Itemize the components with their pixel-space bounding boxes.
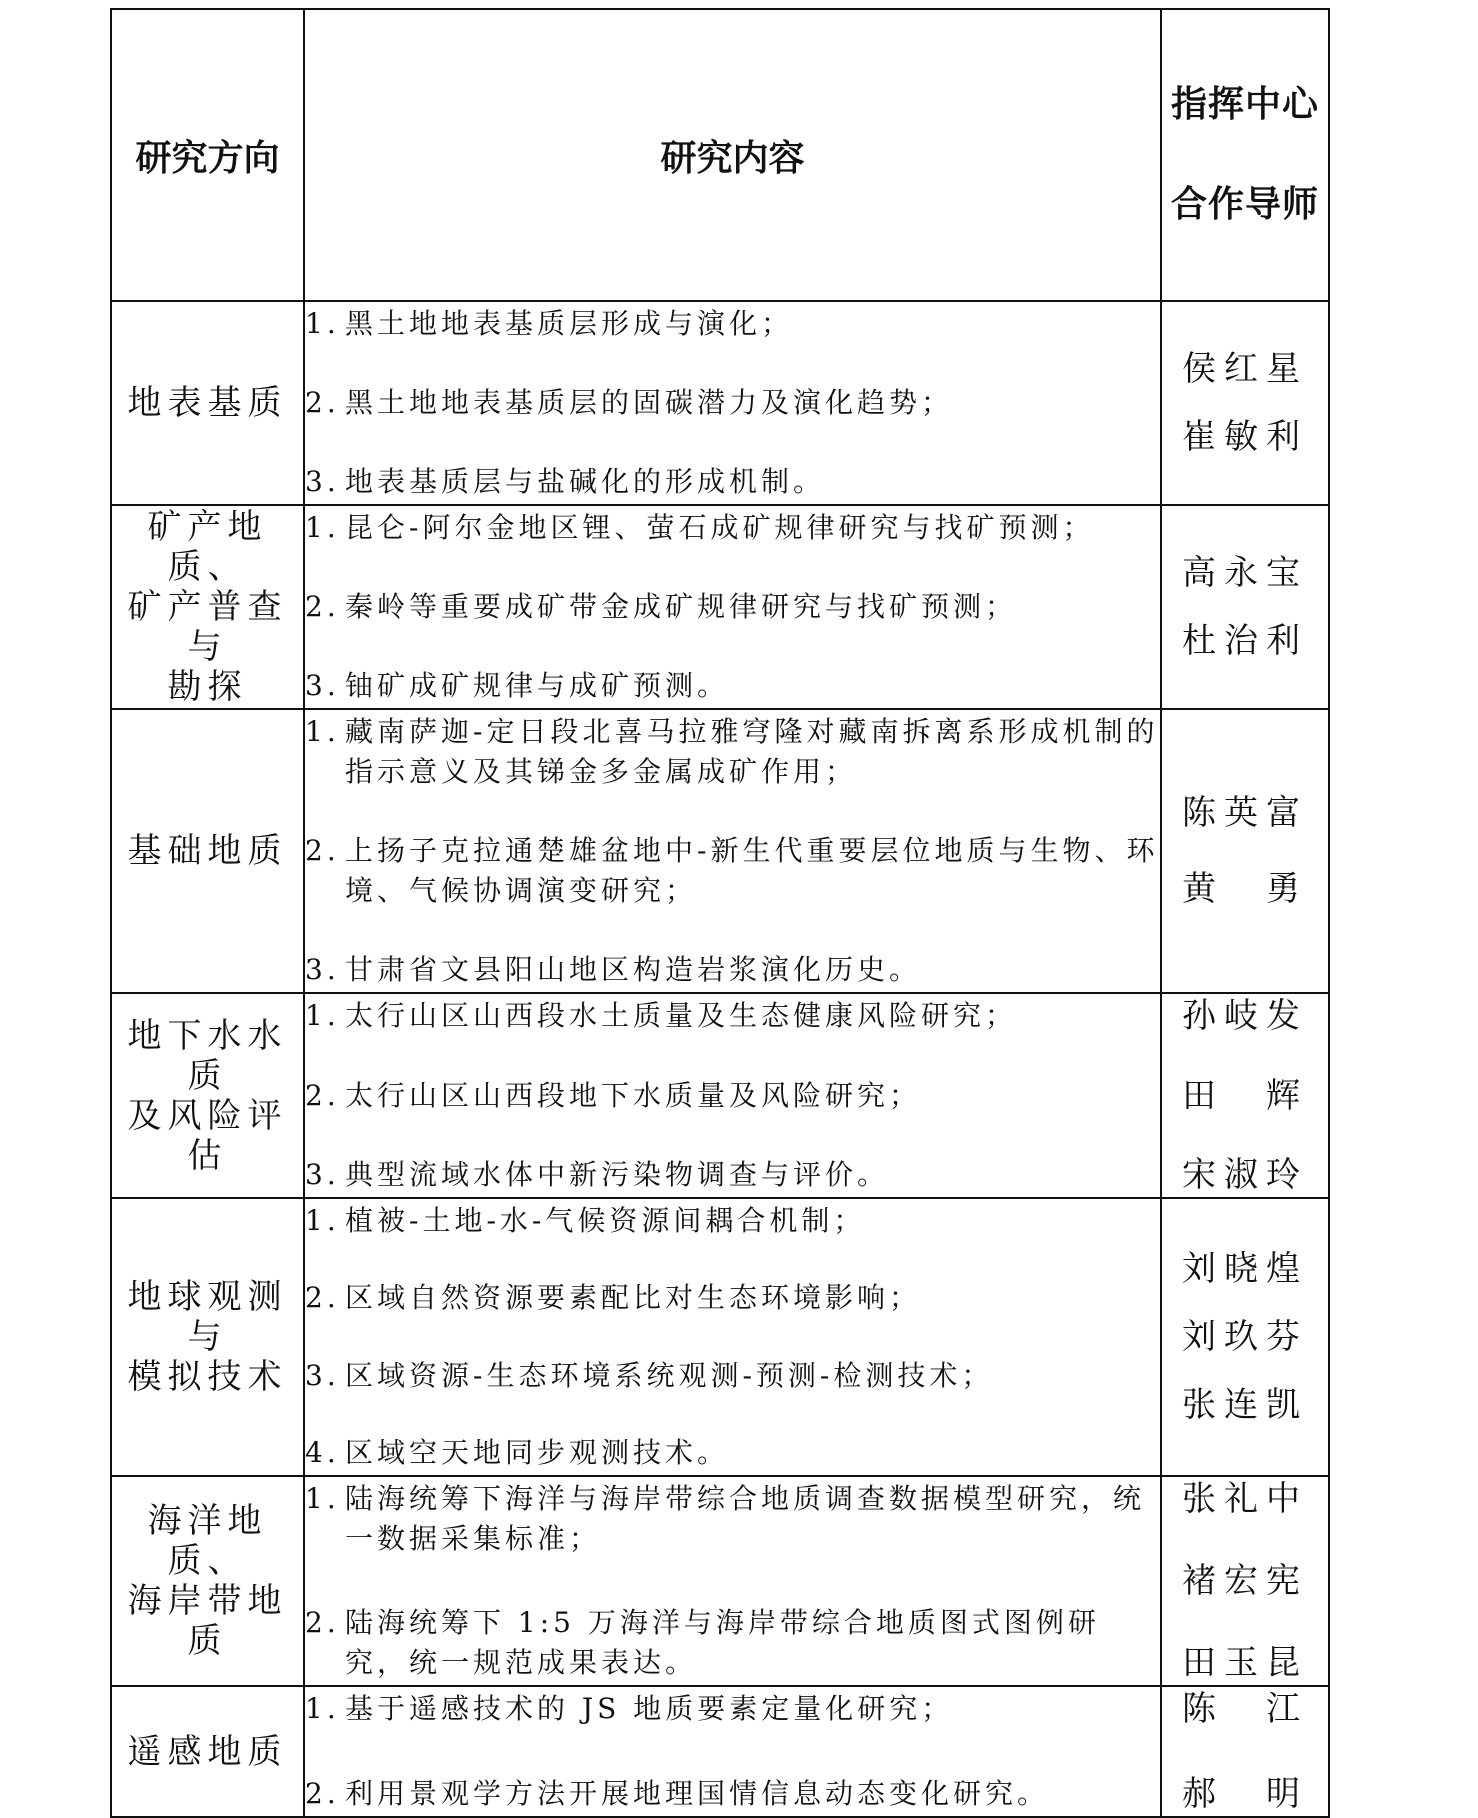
item-number: 1. [305, 715, 340, 748]
table-row [111, 1476, 1329, 1686]
mentor-name: 田玉昆 [1182, 1643, 1308, 1683]
direction-cell [111, 1476, 304, 1686]
item-text: 黑土地地表基质层形成与演化； [345, 307, 794, 340]
content-item [305, 950, 1160, 990]
mentor-name: 高永宝 [1182, 553, 1308, 593]
item-number: 3. [305, 1158, 340, 1191]
research-table [110, 8, 1330, 1818]
header-mentor-line1: 指挥中心 [1170, 84, 1319, 125]
content-item [305, 1356, 1160, 1396]
item-number: 3. [305, 669, 340, 702]
direction-text: 矿产普查与 [127, 587, 288, 667]
direction-cell [111, 1686, 304, 1817]
direction-cell [111, 301, 304, 505]
table-row [111, 301, 1329, 505]
item-text: 太行山区山西段水土质量及生态健康风险研究； [345, 999, 1018, 1032]
content-item [305, 508, 1160, 548]
content-cell [304, 1686, 1161, 1817]
direction-text: 地球观测与 [127, 1277, 288, 1357]
item-text: 植被-土地-水-气候资源间耦合机制； [345, 1204, 866, 1237]
header-mentor-line2: 合作导师 [1170, 184, 1319, 225]
mentor-cell [1161, 301, 1329, 505]
mentor-name: 宋淑玲 [1182, 1155, 1308, 1195]
direction-text: 海洋地质、 [147, 1501, 268, 1581]
mentor-name: 陈 江 [1182, 1689, 1308, 1729]
table-row [111, 1686, 1329, 1817]
table-row [111, 1198, 1329, 1476]
content-item [305, 383, 1160, 423]
item-number: 1. [305, 1692, 340, 1725]
direction-text: 矿产地质、 [147, 507, 268, 587]
content-cell [304, 1476, 1161, 1686]
content-item [305, 1201, 1160, 1241]
content-item [305, 1278, 1160, 1318]
item-text: 陆海统筹下 1:5 万海洋与海岸带综合地质图式图例研究，统一规范成果表达。 [345, 1606, 1100, 1679]
mentor-cell [1161, 505, 1329, 709]
item-text: 铀矿成矿规律与成矿预测。 [345, 669, 730, 702]
content-cell [304, 505, 1161, 709]
header-content: 研究内容 [304, 9, 1161, 301]
content-item [305, 996, 1160, 1036]
item-number: 1. [305, 1482, 340, 1515]
direction-text: 遥感地质 [127, 1731, 288, 1772]
content-item [305, 1433, 1160, 1473]
item-number: 3. [305, 1358, 340, 1392]
direction-cell [111, 993, 304, 1198]
item-number: 2. [305, 1777, 340, 1810]
table-row [111, 993, 1329, 1198]
item-text: 秦岭等重要成矿带金成矿规律研究与找矿预测； [345, 590, 1018, 623]
table-row [111, 709, 1329, 993]
item-text: 基于遥感技术的 JS 地质要素定量化研究； [345, 1692, 954, 1725]
content-cell [304, 993, 1161, 1198]
item-text: 区域空天地同步观测技术。 [345, 1435, 730, 1469]
mentor-cell [1161, 993, 1329, 1198]
content-item [305, 831, 1160, 911]
direction-text: 基础地质 [127, 831, 288, 871]
content-item [305, 304, 1160, 344]
direction-text: 及风险评估 [127, 1095, 288, 1176]
item-text: 黑土地地表基质层的固碳潜力及演化趋势； [345, 386, 954, 419]
content-item [305, 712, 1160, 792]
mentor-name: 侯红星 [1182, 349, 1308, 389]
header-direction: 研究方向 [111, 9, 304, 301]
direction-cell [111, 505, 304, 709]
mentor-cell [1161, 1686, 1329, 1817]
mentor-name: 刘玖芬 [1182, 1317, 1308, 1357]
direction-text: 海岸带地质 [127, 1581, 288, 1661]
content-item [305, 1479, 1160, 1559]
mentor-cell [1161, 709, 1329, 993]
item-number: 2. [305, 386, 340, 419]
item-number: 2. [305, 1606, 340, 1639]
direction-cell [111, 1198, 304, 1476]
table-row [111, 505, 1329, 709]
item-number: 1. [305, 307, 340, 340]
item-text: 地表基质层与盐碱化的形成机制。 [345, 465, 826, 498]
mentor-name: 郝 明 [1182, 1774, 1308, 1814]
content-cell [304, 301, 1161, 505]
content-item [305, 1155, 1160, 1195]
item-number: 2. [305, 834, 340, 867]
mentor-name: 杜治利 [1182, 621, 1308, 661]
item-number: 1. [305, 1204, 340, 1237]
item-number: 1. [305, 511, 340, 544]
content-item [305, 666, 1160, 706]
item-number: 1. [305, 999, 340, 1032]
mentor-name: 田 辉 [1182, 1075, 1308, 1116]
item-text: 区域资源-生态环境系统观测-预测-检测技术； [345, 1358, 994, 1392]
header-row [111, 9, 1329, 301]
direction-cell [111, 709, 304, 993]
mentor-name: 孙岐发 [1182, 996, 1308, 1036]
mentor-name: 黄 勇 [1182, 869, 1308, 909]
content-item [305, 1689, 1160, 1729]
mentor-name: 陈英富 [1182, 793, 1308, 833]
item-number: 3. [305, 953, 340, 986]
mentor-cell [1161, 1476, 1329, 1686]
mentor-name: 刘晓煌 [1182, 1249, 1308, 1289]
header-mentor [1161, 9, 1329, 301]
item-number: 4. [305, 1435, 340, 1469]
item-text: 陆海统筹下海洋与海岸带综合地质调查数据模型研究，统一数据采集标准； [345, 1482, 1146, 1555]
content-item [305, 462, 1160, 502]
direction-text: 模拟技术 [127, 1357, 288, 1397]
content-item [305, 587, 1160, 627]
item-text: 上扬子克拉通楚雄盆地中-新生代重要层位地质与生物、环境、气候协调演变研究； [345, 834, 1159, 907]
content-cell [304, 1198, 1161, 1476]
item-number: 2. [305, 590, 340, 623]
item-text: 昆仑-阿尔金地区锂、萤石成矿规律研究与找矿预测； [345, 511, 1095, 544]
mentor-cell [1161, 1198, 1329, 1476]
item-text: 典型流域水体中新污染物调查与评价。 [345, 1158, 890, 1191]
content-item [305, 1774, 1160, 1814]
item-text: 藏南萨迦-定日段北喜马拉雅穹隆对藏南拆离系形成机制的指示意义及其锑金多金属成矿作用； [345, 715, 1159, 788]
mentor-name: 崔敏利 [1182, 417, 1308, 457]
item-text: 太行山区山西段地下水质量及风险研究； [345, 1078, 922, 1112]
item-number: 3. [305, 465, 340, 498]
mentor-name: 张连凯 [1182, 1385, 1308, 1425]
item-number: 2. [305, 1281, 340, 1315]
content-item [305, 1076, 1160, 1116]
item-number: 2. [305, 1078, 340, 1112]
direction-text: 勘探 [167, 667, 248, 707]
direction-text: 地下水水质 [127, 1015, 288, 1096]
content-cell [304, 709, 1161, 993]
direction-text: 地表基质 [127, 383, 288, 423]
item-text: 区域自然资源要素配比对生态环境影响； [345, 1281, 922, 1315]
item-text: 甘肃省文县阳山地区构造岩浆演化历史。 [345, 953, 922, 986]
mentor-name: 张礼中 [1182, 1479, 1308, 1519]
content-item [305, 1603, 1160, 1683]
mentor-name: 褚宏宪 [1182, 1561, 1308, 1601]
item-text: 利用景观学方法开展地理国情信息动态变化研究。 [345, 1777, 1050, 1810]
